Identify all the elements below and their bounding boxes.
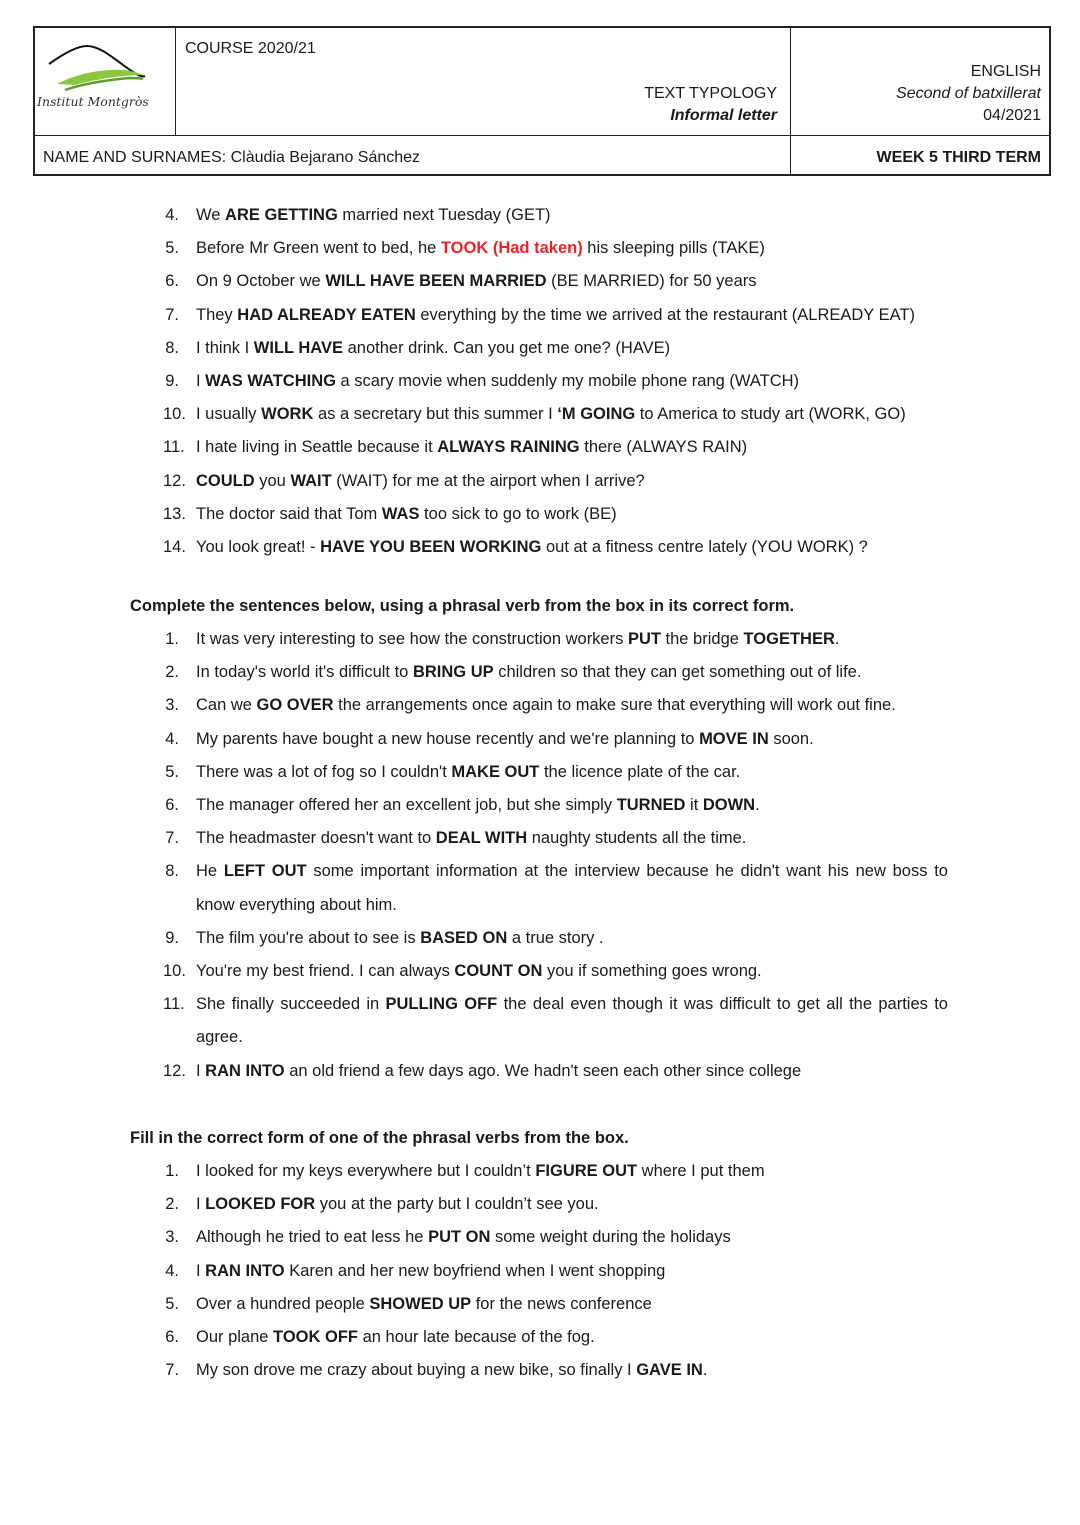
sentence-text: The doctor said that Tom <box>196 504 382 523</box>
sentence-text: married next Tuesday (GET) <box>337 206 551 224</box>
item-text <box>196 505 617 524</box>
sentence-text: soon. <box>768 729 814 748</box>
item-number: 14. <box>163 538 186 556</box>
item-text <box>196 1162 765 1181</box>
item-number: 9. <box>165 928 179 947</box>
sentence-text: You look great! - <box>196 538 321 556</box>
item-text <box>196 306 915 325</box>
item-number: 11. <box>163 995 185 1014</box>
item-text <box>196 538 868 557</box>
mountain-logo-icon <box>35 28 175 98</box>
sentence-text: some weight during the holidays <box>490 1228 731 1247</box>
item-number: 7. <box>165 305 179 324</box>
sentence-text: Before Mr Green went to bed, he <box>196 239 441 258</box>
item-number: 2. <box>165 663 179 682</box>
item-text <box>196 272 757 291</box>
header-divider <box>175 28 176 136</box>
item-number: 2. <box>165 1195 179 1214</box>
answer-text: MAKE OUT <box>451 762 540 781</box>
sentence-text: I <box>196 372 206 390</box>
header-table <box>33 26 1051 176</box>
sentence-text: you at the party but I couldn’t see you. <box>315 1195 599 1214</box>
header-divider <box>790 28 791 174</box>
sentence-text: . <box>702 1361 708 1380</box>
sentence-text: his sleeping pills (TAKE) <box>582 239 765 258</box>
item-text <box>196 1062 801 1081</box>
answer-text: HAVE YOU BEEN WORKING <box>320 538 542 556</box>
answer-text: TURNED <box>616 796 686 814</box>
sentence-text: It was very interesting to see how the construction workers <box>196 630 628 648</box>
typology-value: Informal letter <box>670 107 777 124</box>
sentence-text: The film you're about to see is <box>196 928 421 947</box>
answer-text: RAN INTO <box>205 1061 285 1080</box>
sentence-text: naughty students all the time. <box>527 829 747 848</box>
school-logo <box>35 28 175 136</box>
sentence-text: On 9 October we <box>196 272 326 291</box>
item-text <box>196 829 746 848</box>
item-number: 9. <box>165 372 179 390</box>
sentence-text: you if something goes wrong. <box>542 962 762 980</box>
item-number: 6. <box>165 272 179 291</box>
item-text <box>196 339 670 358</box>
sentence-text: (BE MARRIED) for 50 years <box>546 272 757 291</box>
answer-text: WILL HAVE <box>253 338 344 357</box>
sentence-text: for the news conference <box>471 1294 652 1313</box>
subject-label: ENGLISH <box>970 63 1041 80</box>
sentence-text: . <box>755 796 760 814</box>
answer-text: MOVE IN <box>699 729 769 748</box>
sentence-text: The headmaster doesn't want to <box>196 829 436 848</box>
item-text <box>196 472 645 491</box>
answer-text: TOOK OFF <box>273 1328 358 1346</box>
answer-text: COULD <box>196 471 255 490</box>
sentence-text: a true story . <box>507 928 604 947</box>
sentence-text: I looked for my keys everywhere but I couldn’t <box>196 1162 536 1180</box>
sentence-text: the licence plate of the car. <box>539 762 741 781</box>
date-label: 04/2021 <box>983 107 1041 124</box>
sentence-text: the arrangements once again to make sure that everything will work out fine. <box>333 696 896 715</box>
sentence-text: I hate living in Seattle because it <box>196 438 438 457</box>
item-text: agree. <box>196 1028 243 1047</box>
item-text <box>196 862 948 881</box>
item-number: 3. <box>165 696 179 715</box>
typology-label: TEXT TYPOLOGY <box>644 85 777 102</box>
sentence-text: Karen and her new boyfriend when I went shopping <box>284 1261 666 1280</box>
item-text <box>196 239 765 258</box>
item-number: 3. <box>165 1228 179 1247</box>
section-heading: Fill in the correct form of one of the phrasal verbs from the box. <box>130 1129 629 1147</box>
answer-text: LEFT OUT <box>223 862 307 881</box>
item-number: 5. <box>165 762 179 781</box>
answer-text: PUT <box>627 630 661 648</box>
answer-text: DEAL WITH <box>435 829 528 848</box>
logo-text: Institut Montgròs <box>37 94 149 109</box>
sentence-text: You're my best friend. I can always <box>196 962 455 980</box>
item-text <box>196 405 906 424</box>
sentence-text: everything by the time we arrived at the restaurant (ALREADY EAT) <box>415 305 915 324</box>
item-number: 1. <box>165 1162 179 1180</box>
item-number: 13. <box>163 504 186 523</box>
item-text <box>196 962 762 981</box>
item-number: 8. <box>165 862 179 881</box>
answer-text: ‘M GOING <box>557 405 636 424</box>
sentence-text: the deal even though it was difficult to get all the parties to <box>497 995 948 1014</box>
item-number: 12. <box>163 471 186 490</box>
item-number: 8. <box>165 338 179 357</box>
item-number: 11. <box>163 438 185 457</box>
item-text <box>196 730 814 749</box>
sentence-text: to America to study art (WORK, GO) <box>635 405 906 424</box>
item-number: 4. <box>165 1261 179 1280</box>
item-text <box>196 1195 599 1214</box>
item-text <box>196 630 839 649</box>
item-number: 10. <box>163 405 186 424</box>
item-number: 7. <box>165 1361 179 1380</box>
sentence-text: as a secretary but this summer I <box>313 405 558 424</box>
item-number: 12. <box>163 1061 186 1080</box>
item-number: 4. <box>165 206 179 224</box>
header-divider <box>35 135 1049 136</box>
answer-text: GAVE IN <box>636 1361 703 1380</box>
correction-text: TOOK (Had taken) <box>440 239 583 258</box>
sentence-text: There was a lot of fog so I couldn't <box>196 762 452 781</box>
sentence-text: I think I <box>196 338 254 357</box>
answer-text: WAIT <box>290 471 332 490</box>
item-text <box>196 995 948 1014</box>
item-number: 4. <box>165 729 179 748</box>
sentence-text: there (ALWAYS RAIN) <box>579 438 748 457</box>
answer-text: COUNT ON <box>454 962 543 980</box>
answer-text: LOOKED FOR <box>205 1195 316 1214</box>
text-typology <box>644 83 777 127</box>
sentence-text: children so that they can get something out of life. <box>493 663 862 682</box>
course-label: COURSE 2020/21 <box>185 40 316 57</box>
item-text <box>196 763 740 782</box>
answer-text: ALWAYS RAINING <box>437 438 580 457</box>
answer-text: PUT ON <box>428 1228 491 1247</box>
answer-text: PULLING OFF <box>385 995 498 1014</box>
item-text <box>196 1228 731 1247</box>
answer-text: TOGETHER <box>743 630 835 648</box>
sentence-text: . <box>834 630 840 648</box>
sentence-text: Our plane <box>196 1328 274 1346</box>
sentence-text: some important information at the interview because he didn't want his new boss to <box>306 862 948 881</box>
item-text <box>196 206 551 225</box>
item-text <box>196 1262 665 1281</box>
item-number: 7. <box>165 829 179 848</box>
sentence-text: (WAIT) for me at the airport when I arrive? <box>331 471 645 490</box>
item-text <box>196 372 799 391</box>
answer-text: DOWN <box>702 796 756 814</box>
answer-text: HAD ALREADY EATEN <box>237 305 416 324</box>
sentence-text: out at a fitness centre lately (YOU WORK) ? <box>541 538 868 556</box>
sentence-text: Can we <box>196 696 257 715</box>
answer-text: WAS <box>381 504 420 523</box>
sentence-text: We <box>196 206 226 224</box>
item-text <box>196 1328 595 1347</box>
answer-text: WILL HAVE BEEN MARRIED <box>325 272 547 291</box>
sentence-text: it <box>685 796 703 814</box>
level-label: Second of batxillerat <box>896 85 1041 102</box>
sentence-text: The manager offered her an excellent job, but she simply <box>196 796 617 814</box>
item-number: 5. <box>165 1294 179 1313</box>
item-text <box>196 438 747 457</box>
item-text <box>196 929 604 948</box>
answer-text: GO OVER <box>256 696 334 715</box>
sentence-text: an old friend a few days ago. We hadn't seen each other since college <box>284 1061 802 1080</box>
item-text <box>196 696 896 715</box>
item-text: know everything about him. <box>196 895 397 914</box>
sentence-text: too sick to go to work (BE) <box>419 504 617 523</box>
item-text <box>196 1295 652 1314</box>
subject-info <box>896 61 1041 127</box>
sentence-text: My parents have bought a new house recently and we're planning to <box>196 729 700 748</box>
student-name: NAME AND SURNAMES: Clàudia Bejarano Sánchez <box>43 149 421 166</box>
week-label: WEEK 5 THIRD TERM <box>876 149 1041 166</box>
answer-text: BASED ON <box>420 928 508 947</box>
sentence-text: the bridge <box>660 630 744 648</box>
section-heading: Complete the sentences below, using a phrasal verb from the box in its correct form. <box>130 597 795 615</box>
answer-text: FIGURE OUT <box>535 1162 638 1180</box>
item-number: 6. <box>165 796 179 814</box>
sentence-text: I <box>196 1261 206 1280</box>
sentence-text: a scary movie when suddenly my mobile phone rang (WATCH) <box>335 372 800 390</box>
sentence-text: He <box>196 862 224 881</box>
answer-text: SHOWED UP <box>369 1294 472 1313</box>
sentence-text: another drink. Can you get me one? (HAVE) <box>343 338 671 357</box>
sentence-text: I <box>196 1061 206 1080</box>
item-text <box>196 1361 707 1380</box>
item-number: 1. <box>165 630 179 648</box>
sentence-text: They <box>196 305 238 324</box>
answer-text: WORK <box>261 405 314 424</box>
answer-text: RAN INTO <box>205 1261 285 1280</box>
answer-text: WAS WATCHING <box>205 372 336 390</box>
sentence-text: an hour late because of the fog. <box>358 1328 595 1346</box>
item-text <box>196 663 861 682</box>
sentence-text: I usually <box>196 405 262 424</box>
item-text <box>196 796 760 815</box>
sentence-text: In today's world it's difficult to <box>196 663 413 682</box>
answer-text: ARE GETTING <box>225 206 338 224</box>
item-number: 6. <box>165 1328 179 1346</box>
sentence-text: I <box>196 1195 206 1214</box>
item-number: 5. <box>165 239 179 258</box>
sentence-text: Over a hundred people <box>196 1294 370 1313</box>
item-number: 10. <box>163 962 186 980</box>
sentence-text: Although he tried to eat less he <box>196 1228 429 1247</box>
sentence-text: She finally succeeded in <box>196 995 386 1014</box>
sentence-text: you <box>254 471 291 490</box>
sentence-text: My son drove me crazy about buying a new bike, so finally I <box>196 1361 637 1380</box>
answer-text: BRING UP <box>412 663 494 682</box>
sentence-text: where I put them <box>637 1162 765 1180</box>
